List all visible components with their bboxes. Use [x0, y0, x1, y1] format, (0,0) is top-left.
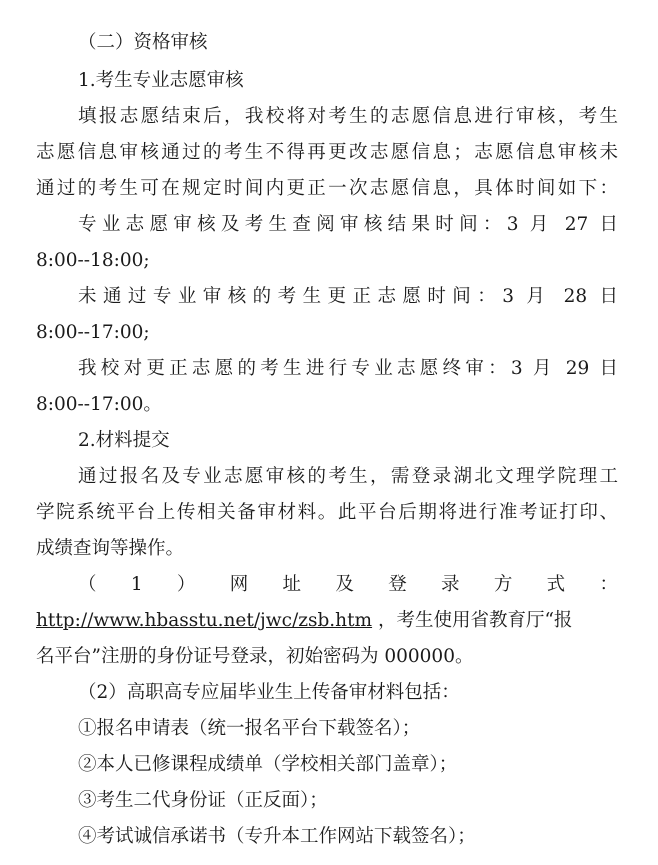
paragraph-line: 志愿信息审核通过的考生不得再更改志愿信息；志愿信息审核未 [36, 142, 618, 163]
paragraph-line: 成绩查询等操作。 [36, 538, 185, 559]
paragraph-line: 学院系统平台上传相关备审材料。此平台后期将进行准考证打印、 [36, 502, 618, 523]
paragraph-line: 名平台”注册的身份证号登录，初始密码为 000000。 [36, 646, 474, 667]
list-item: ④考试诚信承诺书（专升本工作网站下载签名）； [78, 826, 476, 847]
list-item: ①报名申请表（统一报名平台下载签名）； [78, 718, 421, 739]
paragraph-line: 通过的考生可在规定时间内更正一次志愿信息，具体时间如下： [36, 178, 618, 199]
url-trailing-text: ，考生使用省教育厅“报 [372, 610, 573, 631]
list-item: ②本人已修课程成绩单（学校相关部门盖章）； [78, 754, 458, 775]
paragraph-line: 通过报名及专业志愿审核的考生，需登录湖北文理学院理工 [78, 466, 618, 487]
item-website-heading: （1）网址及登录方式： [78, 574, 618, 595]
schedule-item-text: 未通过专业审核的考生更正志愿时间：3 月 28 日 [78, 286, 618, 307]
url-line [36, 605, 618, 637]
subheading-material-submission: 2.材料提交 [78, 430, 170, 451]
schedule-item-text: 我校对更正志愿的考生进行专业志愿终审：3 月 29 日 [78, 358, 618, 379]
website-link[interactable]: http://www.hbasstu.net/jwc/zsb.htm [36, 610, 373, 631]
item-materials-heading: （2）高职高专应届毕业生上传备审材料包括： [78, 682, 460, 703]
schedule-item-text: 专业志愿审核及考生查阅审核结果时间：3 月 27 日 [78, 214, 618, 235]
schedule-item-time: 8:00--17:00。 [36, 394, 162, 415]
schedule-item-time: 8:00--17:00; [36, 322, 150, 343]
paragraph-line: 填报志愿结束后，我校将对考生的志愿信息进行审核，考生 [78, 106, 618, 127]
schedule-item-time: 8:00--18:00; [36, 250, 150, 271]
list-item: ③考生二代身份证（正反面）； [78, 790, 328, 811]
section-heading: （二）资格审核 [78, 32, 208, 53]
subheading-volunteer-review: 1.考生专业志愿审核 [78, 70, 244, 91]
